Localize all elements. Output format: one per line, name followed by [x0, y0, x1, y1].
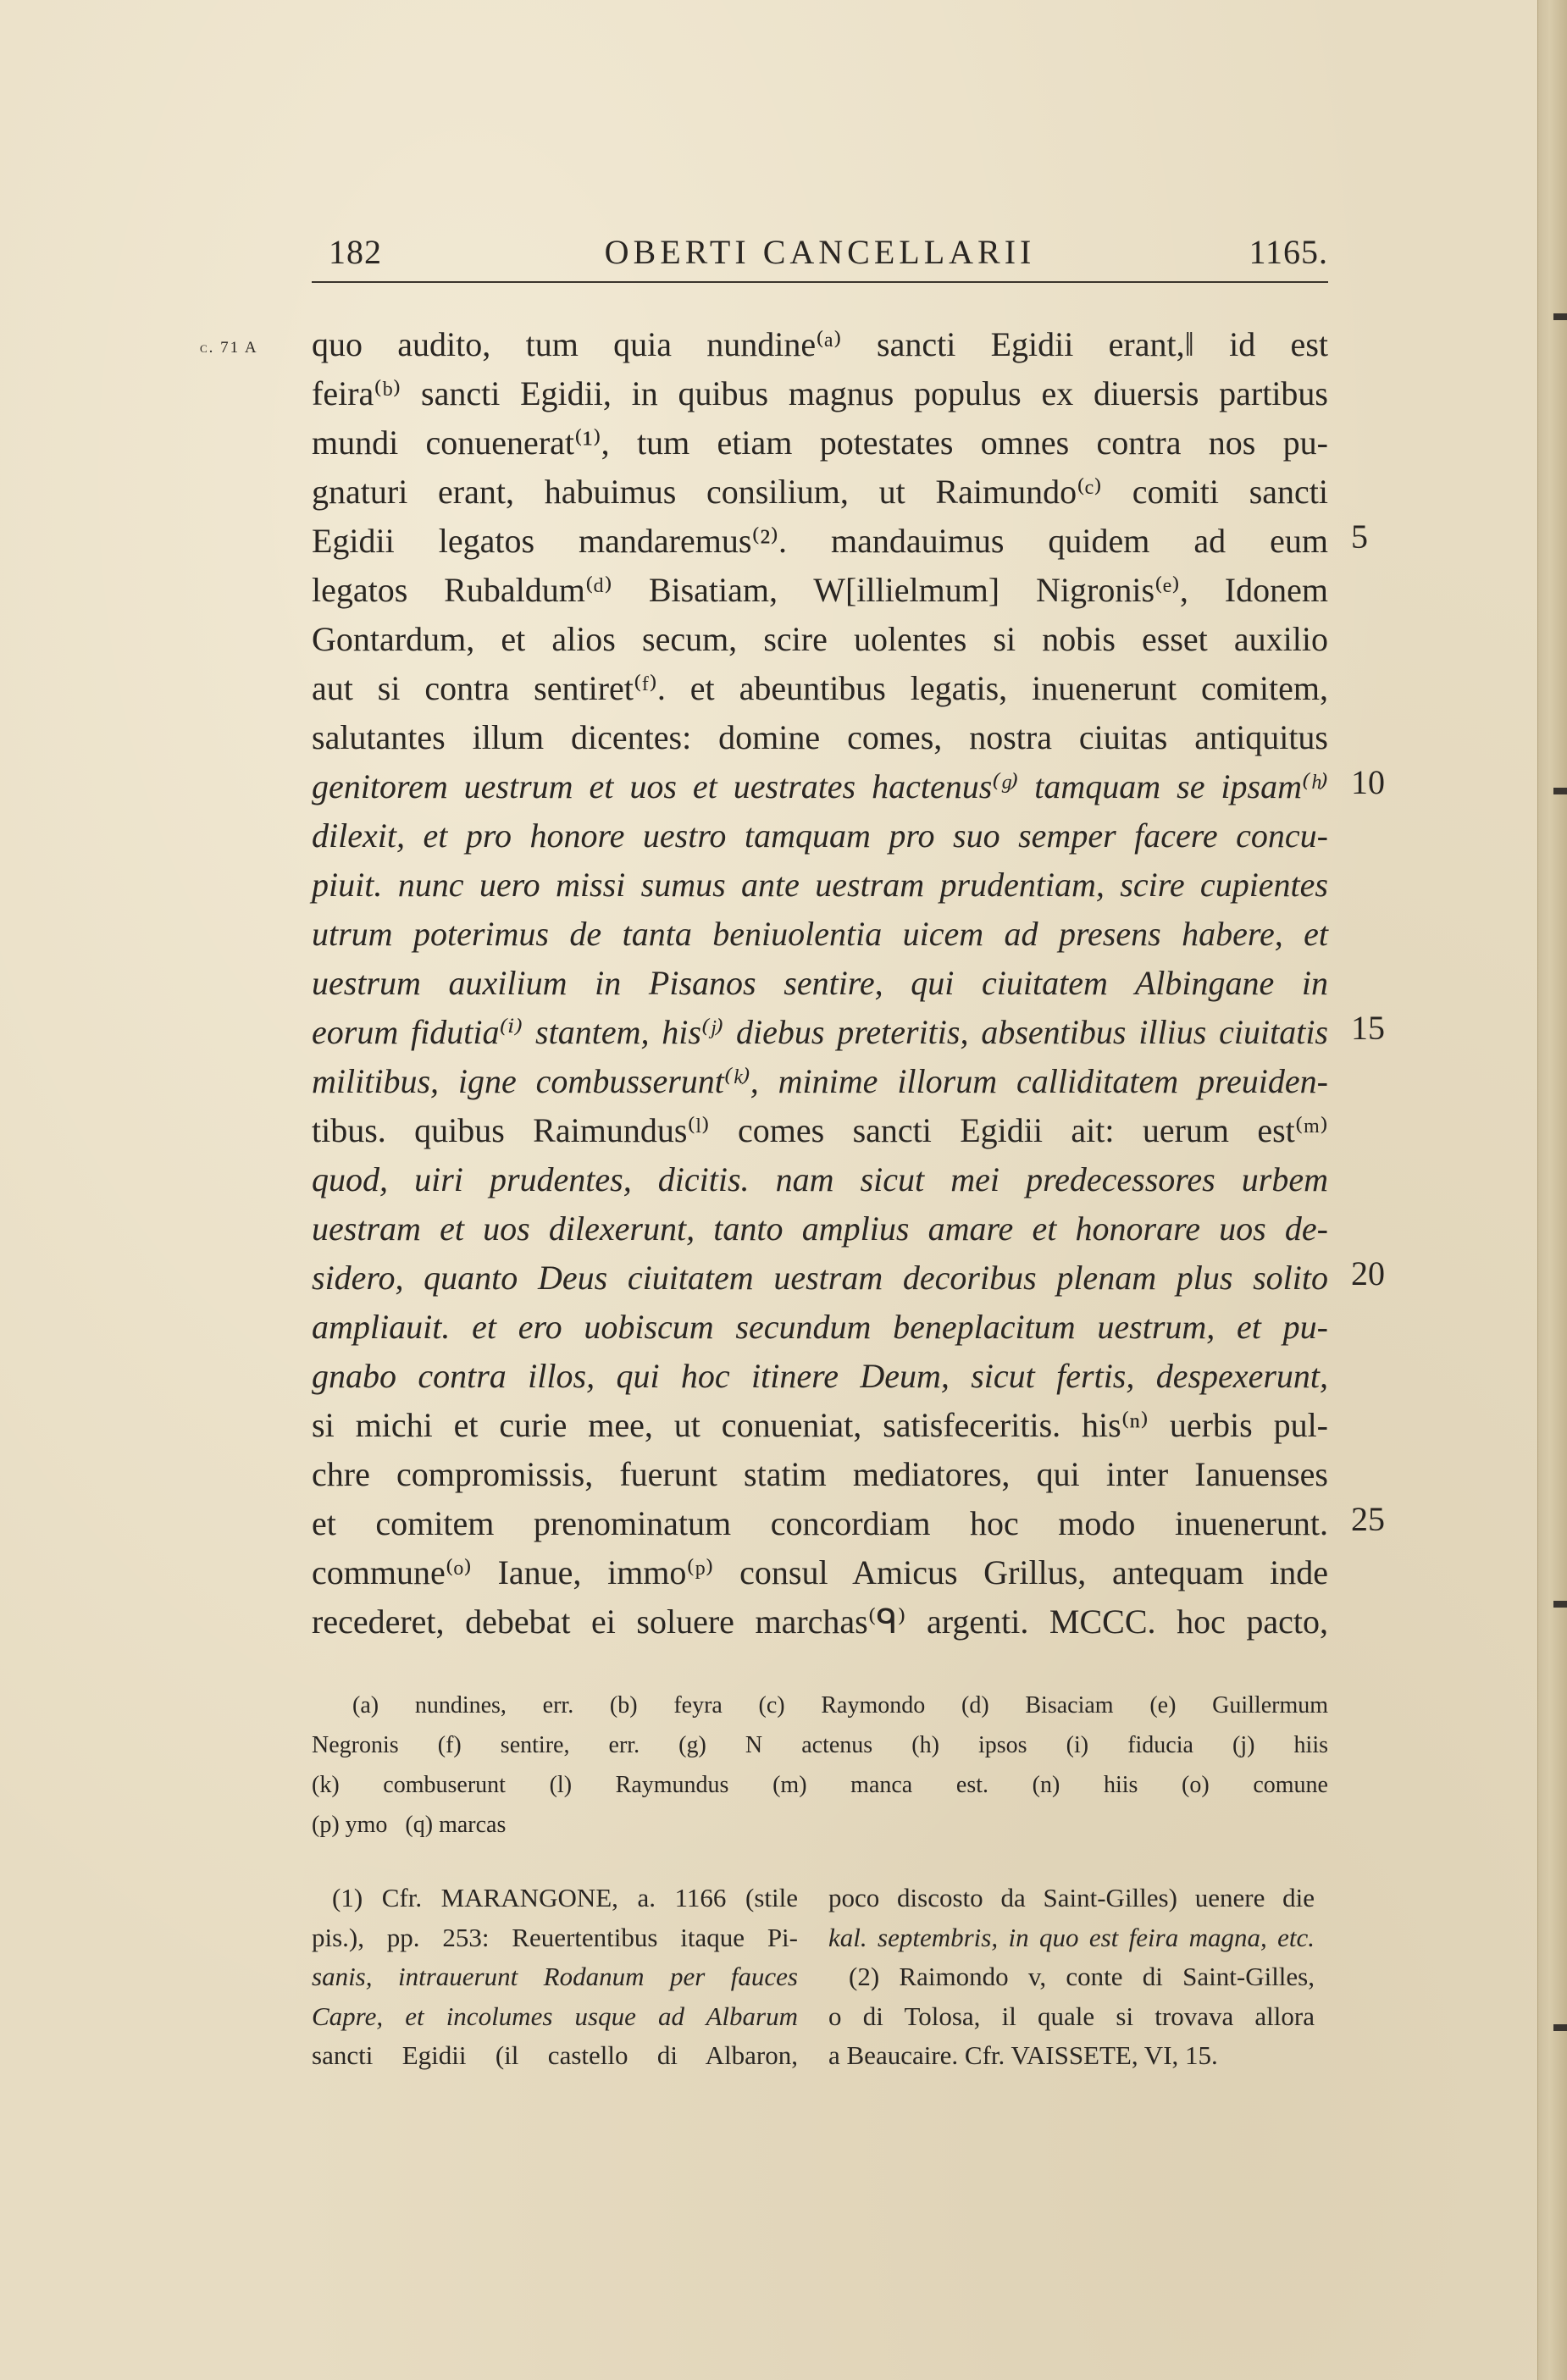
- footnotes-left-column: [312, 1879, 798, 2076]
- apparatus-line: (p) ymo (q) marcas: [312, 1812, 507, 1838]
- header-year: 1165.: [1249, 233, 1328, 271]
- critical-apparatus: [312, 1685, 1328, 1845]
- text-line: salutantes illum dicentes: domine comes, nostra ciuitas antiquitus: [312, 718, 1328, 756]
- text-line: uestrum auxilium in Pisanos sentire, qui ciuitatem Albingane in: [312, 964, 1328, 1002]
- text-line: Gontardum, et alios secum, scire uolentes si nobis esset auxilio: [312, 620, 1328, 658]
- text-line: mundi conuenerat⁽¹⁾, tum etiam potestates omnes contra nos pu-: [312, 423, 1328, 462]
- text-line: eorum fidutia⁽ⁱ⁾ stantem, his⁽ʲ⁾ diebus preteritis, absentibus illius ciuitatis: [312, 1013, 1328, 1051]
- text-line: recederet, debebat ei soluere marchas⁽ᑫ⁾ argenti. MCCC. hoc pacto,: [312, 1602, 1328, 1641]
- line-number: 25: [1351, 1500, 1385, 1538]
- footnote-line: Capre, et incolumes usque ad Albarum: [312, 2001, 798, 2031]
- binding-mark: [1553, 788, 1567, 794]
- text-line: feira⁽ᵇ⁾ sancti Egidii, in quibus magnus populus ex diuersis partibus: [312, 374, 1328, 412]
- apparatus-line: Negronis (f) sentire, err. (g) N actenus (h) ipsos (i) fiducia (j) hiis: [312, 1732, 1328, 1758]
- text-line: si michi et curie mee, ut conueniat, satisfeceritis. his⁽ⁿ⁾ uerbis pul-: [312, 1406, 1328, 1444]
- line-number: 15: [1351, 1009, 1385, 1047]
- footnote-line: sancti Egidii (il castello di Albaron,: [312, 2040, 798, 2070]
- binding-mark: [1553, 1601, 1567, 1608]
- footnote-line: kal. septembris, in quo est feira magna, etc.: [828, 1922, 1315, 1952]
- footnote-line: o di Tolosa, il quale si trovava allora: [828, 2001, 1315, 2031]
- text-line: militibus, igne combusserunt⁽ᵏ⁾, minime illorum calliditatem preuiden-: [312, 1062, 1328, 1100]
- footnote-line: (2) Raimondo v, conte di Saint-Gilles,: [849, 1962, 1315, 1991]
- text-line: aut si contra sentiret⁽ᶠ⁾. et abeuntibus legatis, inuenerunt comitem,: [312, 669, 1328, 707]
- margin-reference: c. 71 A: [200, 339, 258, 357]
- binding-mark: [1553, 313, 1567, 320]
- text-line: legatos Rubaldum⁽ᵈ⁾ Bisatiam, W[illielmum] Nigronis⁽ᵉ⁾, Idonem: [312, 571, 1328, 609]
- text-line: piuit. nunc uero missi sumus ante uestram prudentiam, scire cupientes: [312, 866, 1328, 904]
- text-line: chre compromissis, fuerunt statim mediatores, qui inter Ianuenses: [312, 1455, 1328, 1493]
- line-number: 10: [1351, 763, 1385, 801]
- text-line: utrum poterimus de tanta beniuolentia uicem ad presens habere, et: [312, 915, 1328, 953]
- text-line: tibus. quibus Raimundus⁽ˡ⁾ comes sancti Egidii ait: uerum est⁽ᵐ⁾: [312, 1111, 1328, 1149]
- footnote-line: a Beaucaire. Cfr. VAISSETE, VI, 15.: [828, 2040, 1218, 2070]
- text-line: et comitem prenominatum concordiam hoc modo inuenerunt.: [312, 1504, 1328, 1542]
- main-text: [312, 320, 1328, 1647]
- page-edge: [1537, 0, 1567, 2380]
- text-line: dilexit, et pro honore uestro tamquam pro suo semper facere concu-: [312, 816, 1328, 855]
- page-number: 182: [329, 233, 382, 271]
- text-line: sidero, quanto Deus ciuitatem uestram decoribus plenam plus solito: [312, 1259, 1328, 1297]
- footnotes-right-column: [828, 1879, 1315, 2076]
- text-line: commune⁽ᵒ⁾ Ianue, immo⁽ᵖ⁾ consul Amicus Grillus, antequam inde: [312, 1553, 1328, 1591]
- line-number: 20: [1351, 1254, 1385, 1292]
- text-line: ampliauit. et ero uobiscum secundum beneplacitum uestrum, et pu-: [312, 1308, 1328, 1346]
- apparatus-line: (a) nundines, err. (b) feyra (c) Raymondo (d) Bisaciam (e) Guillermum: [352, 1692, 1328, 1719]
- footnote-line: poco discosto da Saint-Gilles) uenere die: [828, 1883, 1315, 1912]
- text-line: gnabo contra illos, qui hoc itinere Deum, sicut fertis, despexerunt,: [312, 1357, 1328, 1395]
- footnote-line: pis.), pp. 253: Reuertentibus itaque Pi-: [312, 1922, 798, 1952]
- running-title: OBERTI CANCELLARII: [604, 233, 1036, 271]
- text-line: genitorem uestrum et uos et uestrates hactenus⁽ᵍ⁾ tamquam se ipsam⁽ʰ⁾: [312, 767, 1328, 805]
- header-rule: [312, 281, 1328, 283]
- text-line: Egidii legatos mandaremus⁽²⁾. mandauimus quidem ad eum: [312, 522, 1328, 560]
- text-line: gnaturi erant, habuimus consilium, ut Raimundo⁽ᶜ⁾ comiti sancti: [312, 473, 1328, 511]
- footnote-line: (1) Cfr. MARANGONE, a. 1166 (stile: [332, 1883, 798, 1912]
- binding-mark: [1553, 2024, 1567, 2031]
- text-line: quod, uiri prudentes, dicitis. nam sicut mei predecessores urbem: [312, 1160, 1328, 1198]
- line-number: 5: [1351, 518, 1368, 556]
- text-line: quo audito, tum quia nundine⁽ᵃ⁾ sancti Egidii erant,‖ id est: [312, 325, 1328, 363]
- footnote-line: sanis, intrauerunt Rodanum per fauces: [312, 1962, 798, 1991]
- running-header: [312, 232, 1328, 274]
- text-line: uestram et uos dilexerunt, tanto amplius amare et honorare uos de-: [312, 1209, 1328, 1248]
- apparatus-line: (k) combuserunt (l) Raymundus (m) manca est. (n) hiis (o) comune: [312, 1772, 1328, 1798]
